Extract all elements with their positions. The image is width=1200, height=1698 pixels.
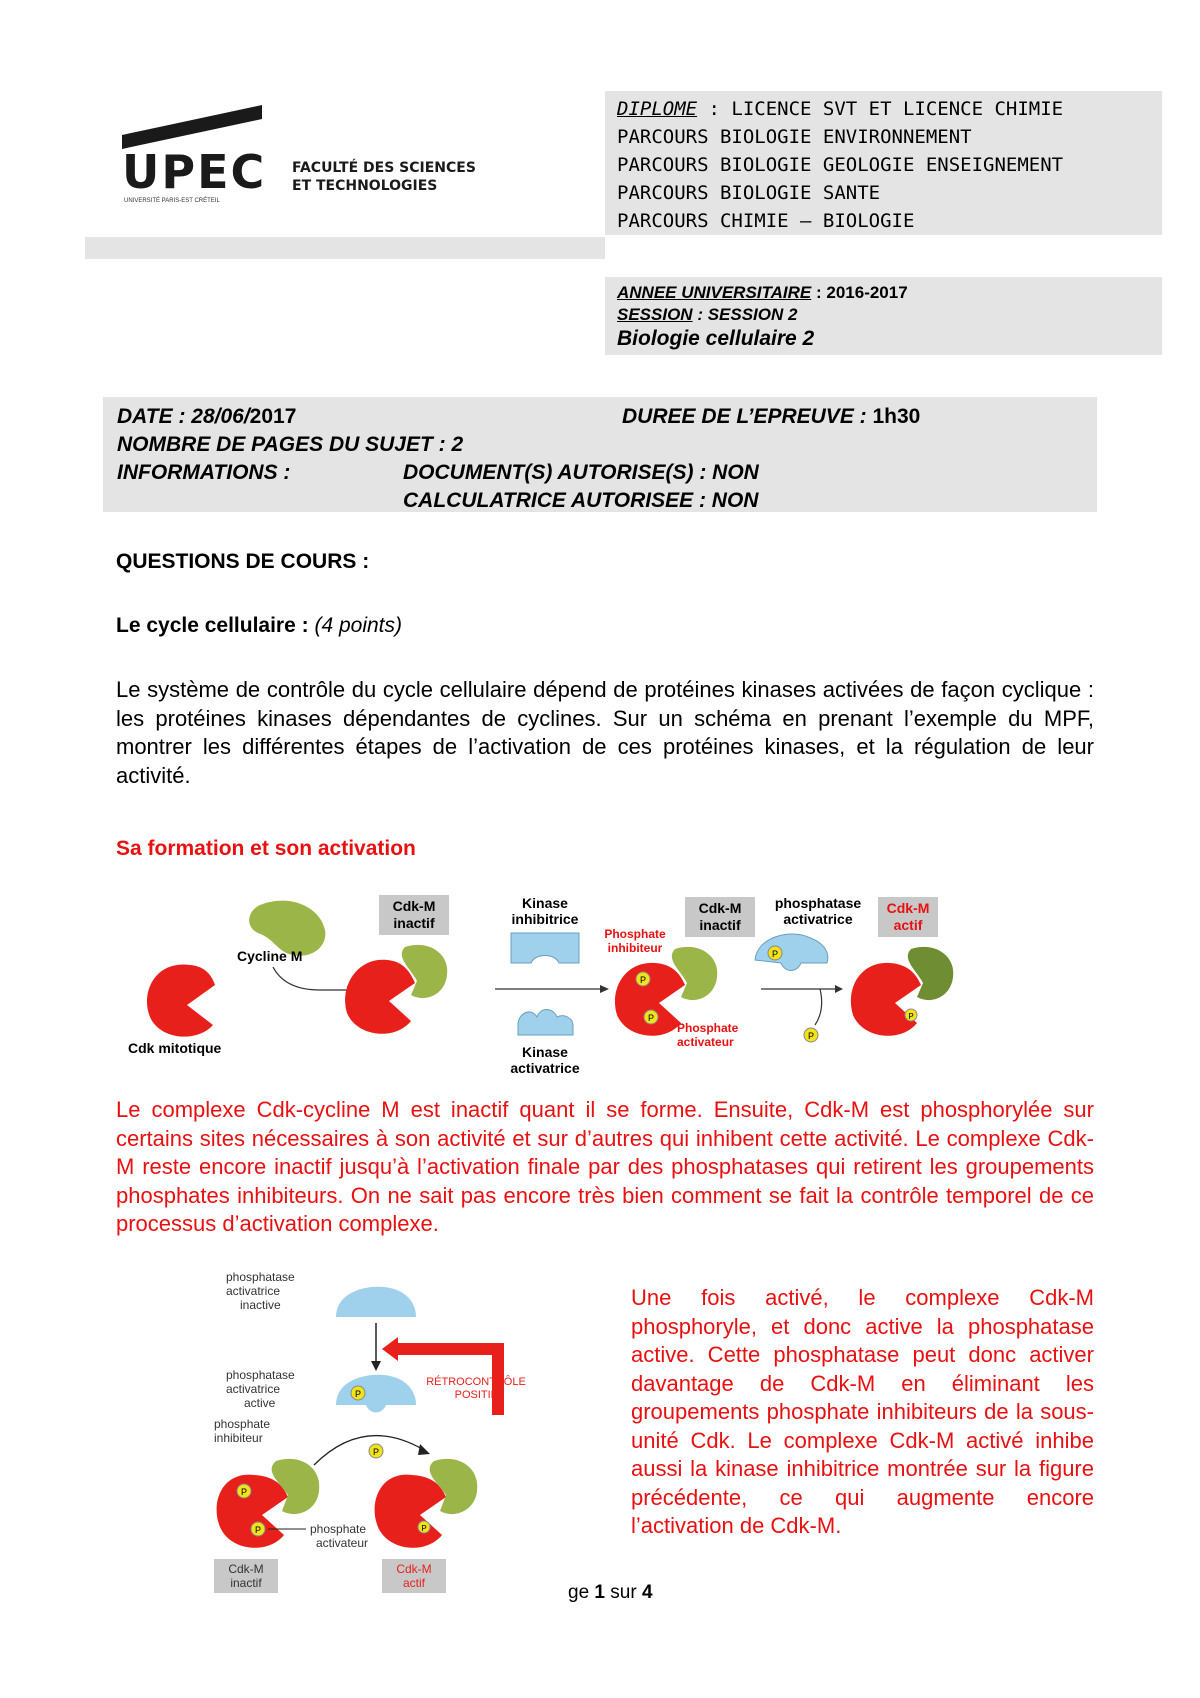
- informations-label: INFORMATIONS :: [117, 461, 291, 484]
- phosphate-p: P: [421, 1524, 427, 1533]
- phosphate-activateur-label: activateur: [316, 1536, 369, 1550]
- phosphate-inhibiteur-label: Phosphate: [604, 927, 666, 941]
- phosphate-inhibiteur-label: phosphate: [214, 1417, 271, 1431]
- section-heading: Sa formation et son activation: [116, 837, 416, 860]
- phosphate-p: P: [807, 1031, 815, 1041]
- answer-paragraph-1: Le complexe Cdk-cycline M est inactif quant il se forme. Ensuite, Cdk-M est phosphorylée sur certains sites nécessaires à son activité et sur d’autres qui inhibent cette activité. Le complexe Cdk-M reste encore inactif jusqu’à l’activation finale par des phosphatases qui retirent les groupements phosphates inhibiteurs. On ne sait pas encore très bien comment se fait la contrôle temporel de ce processus d’activation complexe.: [116, 1097, 1094, 1236]
- phosphatase-inactive-label: inactive: [240, 1298, 281, 1312]
- phosphatase-active-shape: [336, 1375, 416, 1413]
- cdk-mitotique-label: Cdk mitotique: [128, 1040, 222, 1056]
- cdk-inactive-shape: [217, 1475, 288, 1548]
- phosphatase-inactive-shape: [336, 1287, 416, 1317]
- phosphate-p: P: [647, 1013, 655, 1023]
- arrow: [815, 989, 822, 1025]
- phosphate-p: P: [908, 1012, 914, 1021]
- page-total: 4: [641, 1582, 653, 1603]
- diploma-label: DIPLOME: [617, 98, 698, 120]
- topic-title: Le cycle cellulaire :: [116, 614, 309, 637]
- kinase-inhibitrice-label: inhibitrice: [511, 911, 579, 927]
- topic-points: (4 points): [314, 614, 402, 637]
- cdkm-inactif-label: Cdk-M: [698, 900, 742, 916]
- cdk-active-shape: [375, 1475, 446, 1548]
- session-value: : SESSION 2: [692, 305, 798, 324]
- phosphate-p: P: [639, 975, 647, 985]
- page-sep: sur: [605, 1582, 642, 1603]
- faculty-name-line1: FACULTÉ DES SCIENCES: [292, 160, 476, 176]
- page-number: [568, 1582, 653, 1604]
- cdkm-inactif-label: inactif: [230, 1576, 262, 1590]
- diploma-line: [617, 95, 1150, 123]
- duration-label: DUREE DE L’EPREUVE :: [622, 405, 873, 428]
- cyclin-shape: [908, 947, 954, 1000]
- parcours-line: PARCOURS BIOLOGIE GEOLOGIE ENSEIGNEMENT: [617, 154, 1064, 176]
- questions-heading: QUESTIONS DE COURS :: [116, 550, 370, 573]
- cdkm-actif-label: Cdk-M: [886, 900, 930, 916]
- phosphatase-activatrice-label: phosphatase: [774, 895, 862, 911]
- kinase-inhibitrice-label: Kinase: [522, 895, 568, 911]
- arrow-head: [371, 1361, 381, 1371]
- cdk-shape: [851, 963, 921, 1036]
- phosphate-p: P: [771, 949, 779, 959]
- cdkm-inactif-label: Cdk-M: [392, 898, 436, 914]
- cdk-shape: [345, 960, 415, 1034]
- phosphate-p: P: [254, 1525, 262, 1535]
- exam-info-box: [103, 397, 1097, 512]
- faculty-name-line2: ET TECHNOLOGIES: [292, 178, 438, 194]
- cyclin-shape: [402, 945, 448, 998]
- kinase-activatrice-label: Kinase: [522, 1044, 568, 1060]
- cyclin-shape: [672, 947, 718, 1000]
- pages-count: NOMBRE DE PAGES DU SUJET : 2: [117, 433, 464, 456]
- cdkm-actif-label: actif: [402, 1576, 426, 1590]
- question-paragraph: Le système de contrôle du cycle cellulaire dépend de protéines kinases activées de façon cyclique : les protéines kinases dépendantes de cyclines. Sur un schéma en prenant l’exemple du MPF, montrer les différentes étapes de l’activation de ces protéines kinases, et la régulation de leur activité.: [116, 677, 1094, 788]
- diploma-box: [605, 91, 1162, 235]
- phosphate-activateur-label: Phosphate: [677, 1021, 739, 1035]
- logo-underbar: [85, 237, 605, 259]
- phosphate-p: P: [240, 1487, 248, 1497]
- university-logo: [112, 105, 476, 215]
- date-year: 2017: [249, 405, 297, 428]
- kinase-activatrice-label: activatrice: [510, 1060, 580, 1075]
- phosphatase-active-label: phosphatase: [226, 1368, 295, 1382]
- calculator-allowed: CALCULATRICE AUTORISEE : NON: [403, 489, 759, 512]
- kinase-inhibitrice-shape: [511, 933, 579, 963]
- arrow-head: [418, 1444, 430, 1455]
- phosphatase-activatrice-label: activatrice: [783, 911, 853, 927]
- parcours-line: PARCOURS BIOLOGIE SANTE: [617, 182, 881, 204]
- session-label: SESSION: [617, 305, 693, 324]
- annee-label: ANNEE UNIVERSITAIRE: [617, 283, 812, 302]
- phosphatase-inactive-label: phosphatase: [226, 1270, 295, 1284]
- course-title: Biologie cellulaire 2: [617, 327, 815, 350]
- session-line: [617, 305, 1150, 325]
- cdkm-actif-label: Cdk-M: [396, 1562, 432, 1576]
- session-box: [605, 277, 1162, 355]
- phosphatase-active-label: activatrice: [226, 1382, 281, 1396]
- logo-subtext: UNIVERSITÉ PARIS-EST CRÉTEIL: [124, 198, 220, 204]
- cycline-m-label: Cycline M: [237, 948, 303, 964]
- diploma-value: : LICENCE SVT ET LICENCE CHIMIE: [697, 98, 1064, 120]
- parcours-line: PARCOURS CHIMIE – BIOLOGIE: [617, 210, 915, 232]
- phosphate-activateur-label: activateur: [677, 1035, 734, 1049]
- phosphate-inhibiteur-label: inhibiteur: [214, 1431, 263, 1445]
- documents-allowed: DOCUMENT(S) AUTORISE(S) : NON: [403, 461, 759, 484]
- kinase-activatrice-shape: [518, 1010, 573, 1036]
- cdk-mitotic-shape: [147, 964, 215, 1036]
- arrow-head: [600, 985, 609, 993]
- annee-value: : 2016-2017: [811, 283, 908, 302]
- phosphate-inhibiteur-label: inhibiteur: [607, 941, 663, 955]
- phosphate-activateur-label: phosphate: [310, 1522, 367, 1536]
- date-label: DATE : 28/06/: [117, 405, 250, 428]
- positive-feedback-figure: [214, 1265, 574, 1595]
- phosphate-p: P: [354, 1389, 362, 1399]
- phosphatase-shape: [755, 934, 828, 971]
- page-prefix: ge: [568, 1582, 595, 1603]
- page-current: 1: [594, 1582, 605, 1603]
- mpf-activation-figure: [125, 885, 1025, 1075]
- exam-duration: [622, 405, 920, 429]
- phosphate-p: P: [372, 1447, 380, 1457]
- cdkm-inactif-label: Cdk-M: [228, 1562, 264, 1576]
- retrocontrole-label: RÉTROCONTRÔLE: [426, 1376, 526, 1388]
- phosphatase-inactive-label: activatrice: [226, 1284, 281, 1298]
- retrocontrole-label: POSITIF: [454, 1389, 498, 1401]
- cdkm-actif-label: actif: [893, 917, 923, 933]
- cdkm-inactif-label: inactif: [699, 917, 741, 933]
- cdkm-inactif-label: inactif: [393, 915, 435, 931]
- duration-value: 1h30: [872, 405, 921, 428]
- answer-paragraph-2: Une fois activé, le complexe Cdk-M phosphoryle, et donc active la phosphatase active. Cette phosphatase peut donc activer davantage de Cdk-M en éliminant les groupements phosphate inhibiteurs de la sous-unité Cdk. Le complexe Cdk-M activé inhibe aussi la kinase inhibitrice montrée sur la figure précédente, ce qui augmente encore l’activation de Cdk-M.: [631, 1285, 1094, 1538]
- arrow: [273, 967, 347, 990]
- logo-letters: UPEC: [122, 145, 267, 199]
- annee-line: [617, 281, 1150, 305]
- feedback-arrow-head: [382, 1337, 398, 1361]
- phosphatase-active-label: active: [244, 1396, 276, 1410]
- arrow-head: [835, 985, 843, 993]
- parcours-line: PARCOURS BIOLOGIE ENVIRONNEMENT: [617, 126, 972, 148]
- cdk-shape: [615, 963, 685, 1036]
- topic-line: [116, 614, 402, 638]
- exam-date: [117, 405, 296, 429]
